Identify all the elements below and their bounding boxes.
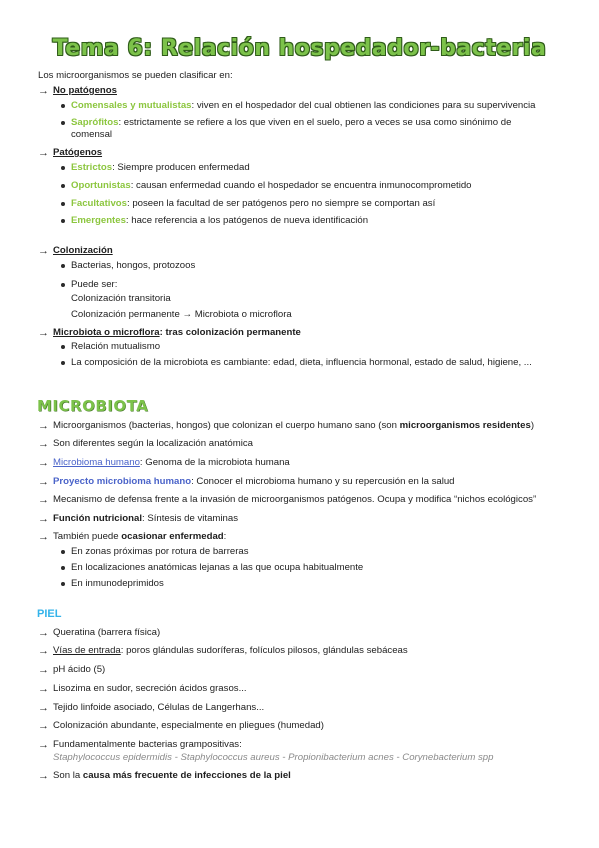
- arrow-icon: →: [38, 494, 49, 506]
- list-item: Facultativos: poseen la facultad de ser patógenos pero no siempre se comportan así: [71, 198, 436, 209]
- no-patogenos-heading: No patógenos: [53, 85, 117, 96]
- arrow-icon: →: [38, 720, 49, 732]
- microflora-heading: Microbiota o microflora: tras colonización permanente: [53, 327, 301, 338]
- microbiota-line: Función nutricional: Síntesis de vitaminas: [53, 513, 238, 524]
- section-heading-piel: PIEL: [37, 608, 62, 620]
- piel-line: Tejido linfoide asociado, Células de Langerhans...: [53, 702, 265, 713]
- bullet-icon: [61, 283, 65, 287]
- piel-line: Vías de entrada: poros glándulas sudoríferas, folículos pilosos, glándulas sebáceas: [53, 645, 408, 656]
- arrow-icon: →: [38, 438, 49, 450]
- piel-line: Queratina (barrera física): [53, 627, 161, 638]
- microbiota-line: Proyecto microbioma humano: Conocer el microbioma humano y su repercusión en la salud: [53, 476, 455, 487]
- piel-line: pH ácido (5): [53, 664, 106, 675]
- bullet-icon: [61, 104, 65, 108]
- list-item: Comensales y mutualistas: viven en el hospedador del cual obtienen las condiciones para su supervivencia: [71, 100, 536, 111]
- section-heading-microbiota: MICROBIOTA: [37, 397, 149, 415]
- page-title: Tema 6: Relación hospedador-bacteria: [52, 36, 547, 61]
- bullet-icon: [61, 184, 65, 188]
- arrow-icon: →: [38, 245, 49, 257]
- piel-line: Lisozima en sudor, secreción ácidos grasos...: [53, 683, 247, 694]
- bullet-icon: [61, 166, 65, 170]
- list-item: En inmunodeprimidos: [71, 578, 164, 589]
- microbiota-line: Microbioma humano: Genoma de la microbiota humana: [53, 457, 290, 468]
- colonizacion-heading: Colonización: [53, 245, 113, 256]
- arrow-icon: →: [38, 327, 49, 339]
- arrow-icon: →: [38, 147, 49, 159]
- patogenos-heading: Patógenos: [53, 147, 103, 158]
- list-item: En localizaciones anatómicas lejanas a las que ocupa habitualmente: [71, 562, 364, 573]
- arrow-icon: →: [38, 513, 49, 525]
- list-subline: Colonización permanente → Microbiota o microflora: [71, 309, 292, 320]
- list-item: Relación mutualismo: [71, 341, 161, 352]
- microbioma-link[interactable]: Microbioma humano: [53, 457, 140, 468]
- list-item: La composición de la microbiota es cambiante: edad, dieta, influencia hormonal, estado de salud, higiene, ...: [71, 357, 532, 368]
- intro-text: Los microorganismos se pueden clasificar en:: [38, 70, 233, 81]
- arrow-icon: →: [38, 627, 49, 639]
- piel-line: Son la causa más frecuente de infecciones de la piel: [53, 770, 291, 781]
- piel-line: Fundamentalmente bacterias grampositivas:: [53, 739, 242, 750]
- bullet-icon: [61, 121, 65, 125]
- list-item: Puede ser:: [71, 279, 118, 290]
- arrow-icon: →: [38, 739, 49, 751]
- species-list: Staphylococcus epidermidis - Staphylococcus aureus - Propionibacterium acnes - Corynebacterium spp: [53, 752, 494, 763]
- microbiota-line: También puede ocasionar enfermedad:: [53, 531, 227, 542]
- bullet-icon: [61, 361, 65, 365]
- microbiota-line: Son diferentes según la localización anatómica: [53, 438, 253, 449]
- list-item: Emergentes: hace referencia a los patógenos de nueva identificación: [71, 215, 369, 226]
- list-subline: Colonización transitoria: [71, 293, 171, 304]
- list-item: Bacterias, hongos, protozoos: [71, 260, 196, 271]
- bullet-icon: [61, 345, 65, 349]
- list-item: En zonas próximas por rotura de barreras: [71, 546, 249, 557]
- arrow-icon: →: [38, 420, 49, 432]
- bullet-icon: [61, 566, 65, 570]
- bullet-icon: [61, 582, 65, 586]
- microbiota-line: Microorganismos (bacterias, hongos) que colonizan el cuerpo humano sano (son microorganismos residentes): [53, 420, 535, 431]
- arrow-icon: →: [38, 476, 49, 488]
- arrow-icon: →: [38, 702, 49, 714]
- arrow-icon: →: [38, 683, 49, 695]
- list-item: Estrictos: Siempre producen enfermedad: [71, 162, 250, 173]
- arrow-icon: →: [38, 85, 49, 97]
- bullet-icon: [61, 219, 65, 223]
- arrow-icon: →: [38, 645, 49, 657]
- arrow-icon: →: [38, 531, 49, 543]
- list-item: Oportunistas: causan enfermedad cuando el hospedador se encuentra inmunocomprometido: [71, 180, 472, 191]
- list-item: Saprófitos: estrictamente se refiere a los que viven en el suelo, pero a veces se usa como sinónimo de: [71, 117, 512, 128]
- piel-line: Colonización abundante, especialmente en pliegues (humedad): [53, 720, 324, 731]
- arrow-icon: →: [38, 664, 49, 676]
- bullet-icon: [61, 550, 65, 554]
- bullet-icon: [61, 264, 65, 268]
- list-item-continuation: comensal: [71, 129, 113, 140]
- arrow-icon: →: [38, 457, 49, 469]
- arrow-icon: →: [38, 770, 49, 782]
- bullet-icon: [61, 202, 65, 206]
- microbiota-line: Mecanismo de defensa frente a la invasión de microorganismos patógenos. Ocupa y modifica “nichos ecológicos”: [53, 494, 537, 505]
